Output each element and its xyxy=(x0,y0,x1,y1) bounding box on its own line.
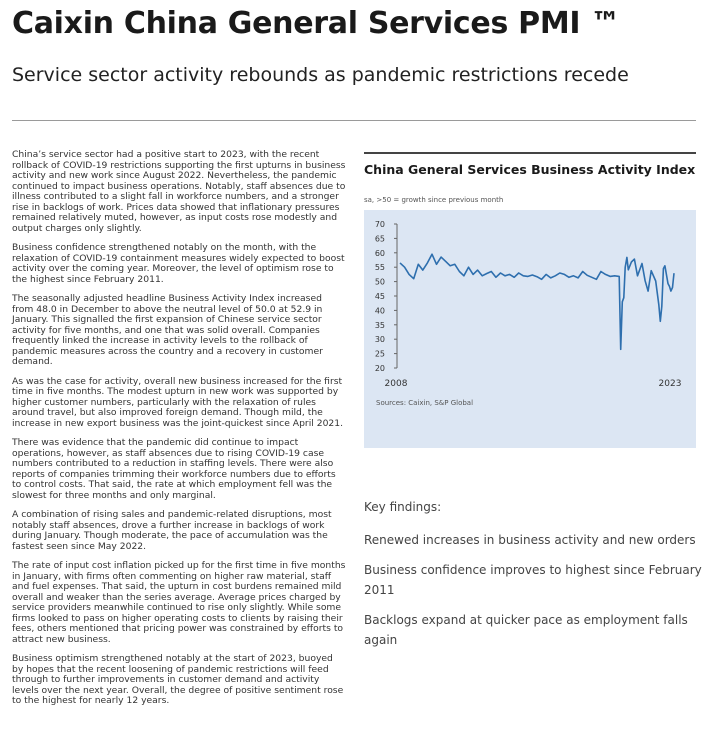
body-paragraph: A combination of rising sales and pandemic-related disruptions, most notably staff absences, drove a further increase in backlogs of work during January. Though moderate, the pace of accumulation was the fastest seen since May 2022. xyxy=(12,509,332,552)
key-finding-item: Backlogs expand at quicker pace as employment falls again xyxy=(364,613,688,647)
y-tick-label: 60 xyxy=(374,248,385,258)
page-title: Caixin China General Services PMI ™ xyxy=(12,6,621,41)
body-paragraph: China’s service sector had a positive start to 2023, with the recent rollback of COVID-19 restrictions supporting the first upturns in business activity and new work since August 2022. Nevertheless, the pandemic continued to impact business operations. Notably, staff absences due to illness contributed to a slight fall in workforce numbers, and a stronger rise in backlogs of work. Prices data showed that inflationary pressures remained relatively muted, however, as input costs rose modestly and output charges only slightly. xyxy=(12,149,346,234)
body-paragraph: There was evidence that the pandemic did continue to impact operations, however, as staff absences due to rising COVID-19 case numbers contributed to a reduction in staffing levels. There were also reports of companies trimming their workforce numbers due to efforts to control costs. That said, the rate at which employment fell was the slowest for three months and only marginal. xyxy=(12,437,336,501)
y-tick-label: 65 xyxy=(374,234,385,244)
chart-top-rule xyxy=(364,152,696,154)
chart-title: China General Services Business Activity Index xyxy=(364,162,696,177)
body-paragraph: The rate of input cost inflation picked up for the first time in five months in January, with firms often commenting on higher raw material, staff and fuel expenses. That said, the upturn in cost burdens remained mild overall and weaker than the series average. Average prices charged by service providers meanwhile continued to rise only slightly. While some firms looked to pass on higher operating costs to clients by raising their fees, others mentioned that pricing power was constrained by efforts to attract new business. xyxy=(12,560,346,645)
activity-index-chart xyxy=(364,210,696,448)
key-findings xyxy=(364,500,704,660)
y-tick-label: 35 xyxy=(374,320,385,330)
y-tick-label: 25 xyxy=(374,349,385,359)
header-divider xyxy=(12,120,696,121)
body-paragraph: As was the case for activity, overall new business increased for the first time in five months. The modest upturn in new work was supported by higher customer numbers, particularly with the relaxation of rules around travel, but also improved foreign demand. Though mild, the increase in new export business was the joint-quickest since April 2021. xyxy=(12,375,344,429)
x-tick-label-end: 2023 xyxy=(658,379,682,389)
chart-note: sa, >50 = growth since previous month xyxy=(364,196,504,204)
y-tick-label: 45 xyxy=(374,292,385,301)
chart-panel xyxy=(364,210,696,448)
x-tick-label-start: 2008 xyxy=(384,379,408,389)
y-tick-label: 30 xyxy=(374,335,385,345)
chart-source: Sources: Caixin, S&P Global xyxy=(376,399,474,407)
y-tick-label: 50 xyxy=(374,277,385,287)
body-paragraph: Business optimism strengthened notably at the start of 2023, buoyed by hopes that the recent loosening of pandemic restrictions will feed through to further improvements in customer demand and activity levels over the next year. Overall, the degree of positive sentiment rose to the highest for nearly 12 years. xyxy=(12,653,344,706)
y-tick-label: 70 xyxy=(374,220,385,229)
y-tick-label: 55 xyxy=(374,263,385,273)
body-paragraph: The seasonally adjusted headline Business Activity Index increased from 48.0 in December to above the neutral level of 50.0 at 52.9 in January. This signalled the first expansion of Chinese service sector activity for five months, and one that was solid overall. Companies frequently linked the increase in activity levels to the rollback of pandemic measures across the country and a recovery in customer demand. xyxy=(12,293,323,367)
series-line xyxy=(400,254,674,349)
page-subtitle: Service sector activity rebounds as pandemic restrictions recede xyxy=(12,64,629,86)
key-finding-item: Renewed increases in business activity and new orders xyxy=(364,533,696,547)
y-tick-label: 20 xyxy=(374,364,385,373)
key-finding-item: Business confidence improves to highest since February 2011 xyxy=(364,563,702,597)
body-paragraph: Business confidence strengthened notably on the month, with the relaxation of COVID-19 containment measures widely expected to boost activity over the coming year. Moreover, the level of optimism rose to the highest since February 2011. xyxy=(12,242,345,285)
y-axis-ticks xyxy=(375,220,397,373)
y-tick-label: 40 xyxy=(374,306,385,316)
report-body xyxy=(12,150,346,716)
key-findings-title: Key findings: xyxy=(364,500,442,514)
